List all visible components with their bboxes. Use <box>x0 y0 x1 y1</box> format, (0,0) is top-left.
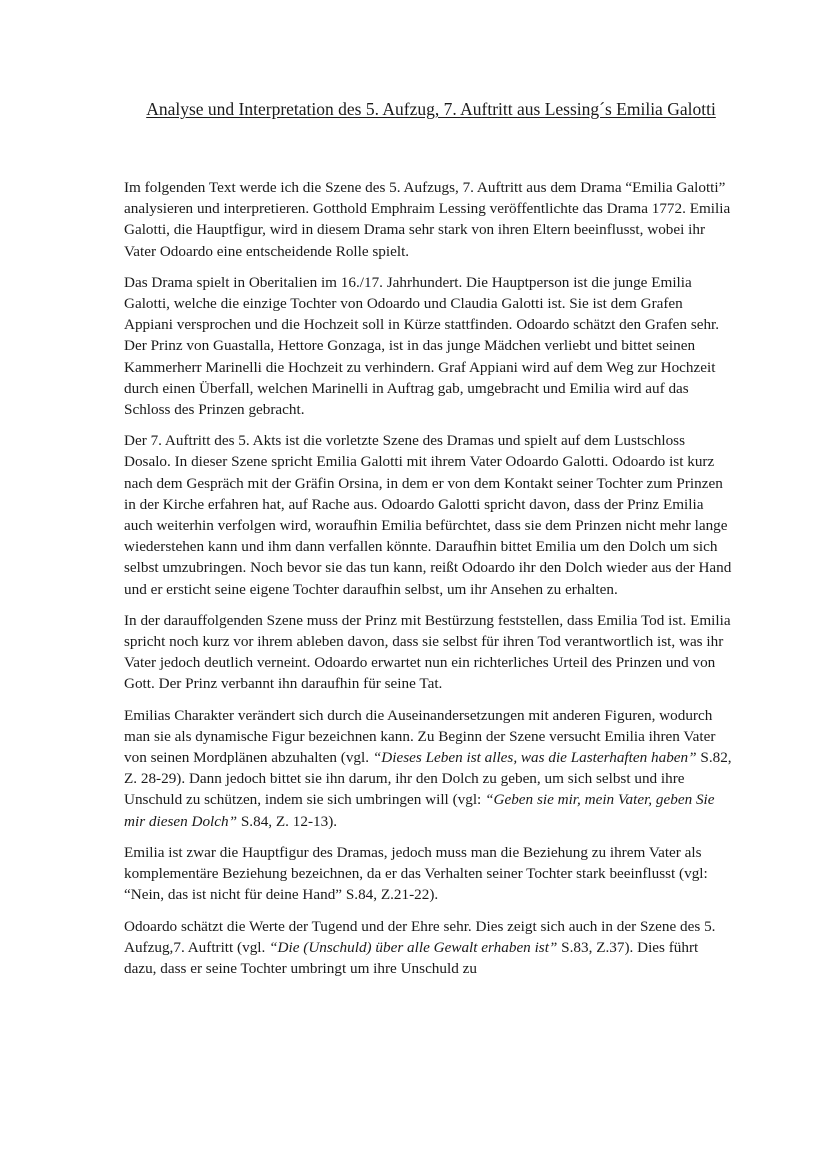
text-segment: Emilias Charakter verändert sich durch die Auseinandersetzungen mit anderen Figuren, wodurch man sie als dynamische Figur bezeichnen kann. Zu Beginn der Szene versucht Emilia ihren Vater von seinen Mordplänen abzuhalten (vgl. <box>124 706 716 767</box>
quote: “Geben sie mir, mein Vater, geben Sie mir diesen Dolch” <box>124 791 715 830</box>
text-segment: S.82, Z. 28-29). Dann jedoch bittet sie ihn darum, ihr den Dolch zu geben, um sich selbst und ihre Unschuld zu schützen, indem sie sich umbringen will (vgl: <box>124 749 732 809</box>
quote: “Dieses Leben ist alles, was die Lasterhaften haben” <box>372 749 697 767</box>
paragraph-introduction: Im folgenden Text werde ich die Szene des 5. Aufzugs, 7. Auftritt aus dem Drama “Emilia Galotti” analysieren und interpretieren. Gotthold Emphraim Lessing veröffentlichte das Drama 1772. Emilia Galotti, die Hauptfigur, wird in diesem Drama sehr stark von ihren Eltern beeinflusst, wobei ihr Vater Odoardo eine entscheidende Rolle spielt. <box>124 179 731 260</box>
paragraph-following-scene: In der darauffolgenden Szene muss der Prinz mit Bestürzung feststellen, dass Emilia Tod ist. Emilia spricht noch kurz vor ihrem ableben davon, dass sie selbst für ihren Tod verantwortlich ist, was ihr Vater jedoch deutlich verneint. Odoardo erwartet nun ein richterliches Urteil des Prinzen und von Gott. Der Prinz verbannt ihn daraufhin für seine Tat. <box>124 611 731 693</box>
document-title: Analyse und Interpretation des 5. Aufzug, 7. Auftritt aus Lessing´s Emilia Galotti <box>146 99 716 119</box>
paragraph-father-relationship: Emilia ist zwar die Hauptfigur des Dramas, jedoch muss man die Beziehung zu ihrem Vater als komplementäre Beziehung bezeichnen, da er das Verhalten seiner Tochter stark beeinflusst (vgl: “Nein, das ist nicht für deine Hand” S.84, Z.21-22). <box>124 843 708 904</box>
paragraph-emilia-character <box>124 705 732 832</box>
text-segment: S.84, Z. 12-13). <box>237 812 338 830</box>
text-segment: S.83, Z.37). Dies führt dazu, dass er seine Tochter umbringt um ihre Unschuld zu <box>124 938 699 977</box>
paragraph-odoardo-values <box>124 916 732 980</box>
paragraph-plot-summary: Das Drama spielt in Oberitalien im 16./17. Jahrhundert. Die Hauptperson ist die junge Emilia Galotti, welche die einzige Tochter von Odoardo und Claudia Galotti ist. Sie ist dem Grafen Appiani versprochen und die Hochzeit soll in Kürze stattfinden. Odoardo schätzt den Grafen sehr. Der Prinz von Guastalla, Hettore Gonzaga, ist in das junge Mädchen verliebt und bittet seinen Kammerherr Marinelli die Hochzeit zu verhindern. Graf Appiani wird auf dem Weg zur Hochzeit durch einen Überfall, welchen Marinelli in Auftrag gab, umgebracht und Emilia wird auf das Schloss des Prinzen gebracht. <box>124 273 720 419</box>
text-segment: Odoardo schätzt die Werte der Tugend und der Ehre sehr. Dies zeigt sich auch in der Szene des 5. Aufzug,7. Auftritt (vgl. <box>124 917 716 956</box>
quote: “Die (Unschuld) über alle Gewalt erhaben ist” <box>269 938 558 956</box>
paragraph-scene-summary: Der 7. Auftritt des 5. Akts ist die vorletzte Szene des Dramas und spielt auf dem Lustschloss Dosalo. In dieser Szene spricht Emilia Galotti mit ihrem Vater Odoardo Galotti. Odoardo ist kurz nach dem Gespräch mit der Gräfin Orsina, in dem er von dem Kontakt seiner Tochter zum Prinzen in der Kirche erfahren hat, auf Rache aus. Odoardo Galotti spricht davon, dass der Prinz Emilia auch weiterhin verfolgen wird, woraufhin Emilia befürchtet, dass sie dem Prinzen nicht mehr lange wiederstehen kann und ihm dann verfallen könnte. Daraufhin bittet Emilia um den Dolch um sich selbst umzubringen. Noch bevor sie das tun kann, reißt Odoardo ihr den Dolch wieder aus der Hand und er ersticht seine eigene Tochter daraufhin selbst, um ihr Ansehen zu erhalten. <box>124 432 732 598</box>
